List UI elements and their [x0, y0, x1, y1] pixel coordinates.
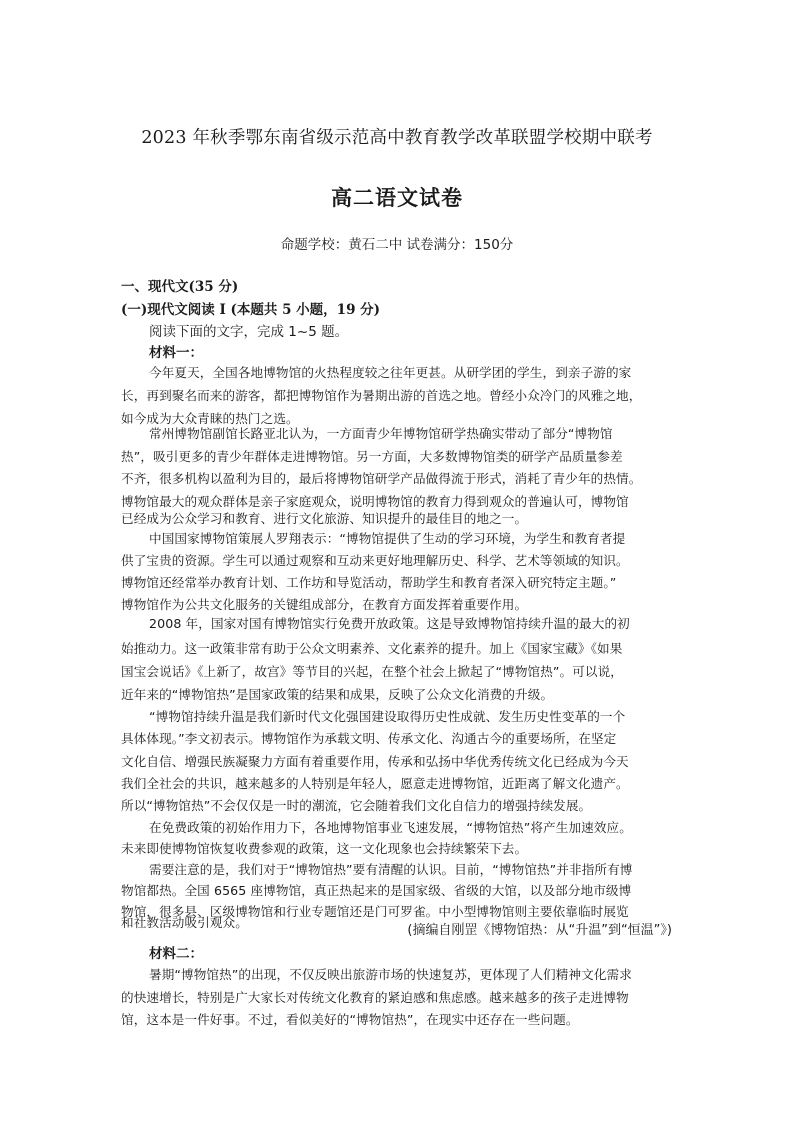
paragraph-line: 文化自信、增强民族凝聚力方面有着重要作用，传承和弘扬中华优秀传统文化已经成为今天 [121, 754, 629, 769]
paragraph-line: 供了宝贵的资源。学生可以通过观察和互动来更好地理解历史、科学、艺术等领域的知识。 [121, 553, 629, 568]
paragraph-line: 博物馆最大的观众群体是亲子家庭观众，说明博物馆的教育力得到观众的普遍认可，博物馆 [121, 494, 629, 509]
section-heading: 一、现代文(35 分) [121, 279, 239, 295]
material-1-label: 材料一： [149, 345, 203, 361]
paragraph-line: 所以“博物馆热”不会仅仅是一时的潮流，它会随着我们文化自信力的增强持续发展。 [121, 798, 592, 813]
paragraph-line: 在免费政策的初始作用力下，各地博物馆事业飞速发展，“博物馆热”将产生加速效应。 [149, 820, 632, 835]
paragraph-line: 2008 年，国家对国有博物馆实行免费开放政策。这是导致博物馆持续升温的最大的初 [149, 616, 630, 631]
paragraph-line: 博物馆作为公共文化服务的关键组成部分，在教育方面发挥着重要作用。 [121, 597, 528, 612]
paragraph-line: 已经成为公众学习和教育、进行文化旅游、知识提升的最佳目的地之一。 [121, 511, 528, 526]
paragraph-line: 常州博物馆副馆长路亚北认为，一方面青少年博物馆研学热确实带动了部分“博物馆 [149, 426, 613, 441]
paper-title: 高二语文试卷 [331, 185, 463, 210]
material-1-source: (摘编自刚罡《博物馆热：从“升温”到“恒温”》) [407, 923, 672, 938]
paragraph-line: “博物馆持续升温是我们新时代文化强国建设取得历史性成就、发生历史性变革的一个 [149, 709, 626, 724]
material-2-label: 材料二： [149, 946, 203, 962]
paragraph-line: 博物馆还经常举办教育计划、工作坊和导览活动，帮助学生和教育者深入研究特定主题。” [121, 575, 617, 590]
paragraph-line: 和社教活动吸引观众。 [121, 915, 248, 930]
paragraph-line: 物馆，很多县、区级博物馆和行业专题馆还是门可罗雀。中小型博物馆则主要依靠临时展览 [121, 904, 629, 919]
paragraph-line: 需要注意的是，我们对于“博物馆热”要有清醒的认识。目前，“博物馆热”并非指所有博 [149, 862, 633, 877]
section-instruction: 阅读下面的文字，完成 1~5 题。 [149, 324, 349, 340]
section-subheading: (一)现代文阅读 I (本题共 5 小题，19 分) [121, 302, 381, 318]
paragraph-line: 今年夏天，全国各地博物馆的火热程度较之往年更甚。从研学团的学生，到亲子游的家 [149, 365, 632, 380]
paragraph-line: 物馆都热。全国 6565 座博物馆，真正热起来的是国家级、省级的大馆，以及部分地市级博 [121, 883, 632, 898]
paragraph-line: 馆，这本是一件好事。不过，看似美好的“博物馆热”，在现实中还存在一些问题。 [121, 1012, 579, 1027]
paragraph-line: 不齐，很多机构以盈利为目的，最后将博物馆研学产品做得流于形式，消耗了青少年的热情。 [121, 471, 642, 486]
paragraph-line: 近年来的“博物馆热”是国家政策的结果和成果，反映了公众文化消费的升级。 [121, 687, 554, 702]
paragraph-line: 始推动力。这一政策非常有助于公众文明素养、文化素养的提升。加上《国家宝藏》《如果 [121, 641, 623, 656]
paragraph-line: 如今成为大众青睐的热门之选。 [121, 411, 299, 426]
paragraph-line: 未来即使博物馆恢复收费参观的政策，这一文化现象也会持续繁荣下去。 [121, 841, 528, 856]
paragraph-line: 的快速增长，特别是广大家长对传统文化教育的紧迫感和焦虑感。越来越多的孩子走进博物 [121, 990, 629, 1005]
paragraph-line: 我们全社会的共识，越来越多的人特别是年轻人，愿意走进博物馆，近距离了解文化遗产。 [121, 776, 629, 791]
exam-info: 命题学校：黄石二中 试卷满分：150分 [280, 237, 514, 253]
paragraph-line: 具体体现。”李文初表示。博物馆作为承载文明、传承文化、沟通古今的重要场所，在坚定 [121, 731, 617, 746]
paragraph-line: 中国国家博物馆策展人罗翔表示：“博物馆提供了生动的学习环境，为学生和教育者提 [149, 531, 626, 546]
paragraph-line: 热”，吸引更多的青少年群体走进博物馆。另一方面，大多数博物馆类的研学产品质量参差 [121, 449, 623, 464]
paragraph-line: 国宝会说话》《上新了，故宫》等节目的兴起，在整个社会上掀起了“博物馆热”。可以说， [121, 664, 624, 679]
paragraph-line: 暑期“博物馆热”的出现，不仅反映出旅游市场的快速复苏，更体现了人们精神文化需求 [149, 967, 632, 982]
exam-title: 2023 年秋季鄂东南省级示范高中教育教学改革联盟学校期中联考 [141, 128, 653, 148]
paragraph-line: 长，再到聚名而来的游客，都把博物馆作为暑期出游的首选之地。曾经小众冷门的风雅之地， [121, 388, 642, 403]
